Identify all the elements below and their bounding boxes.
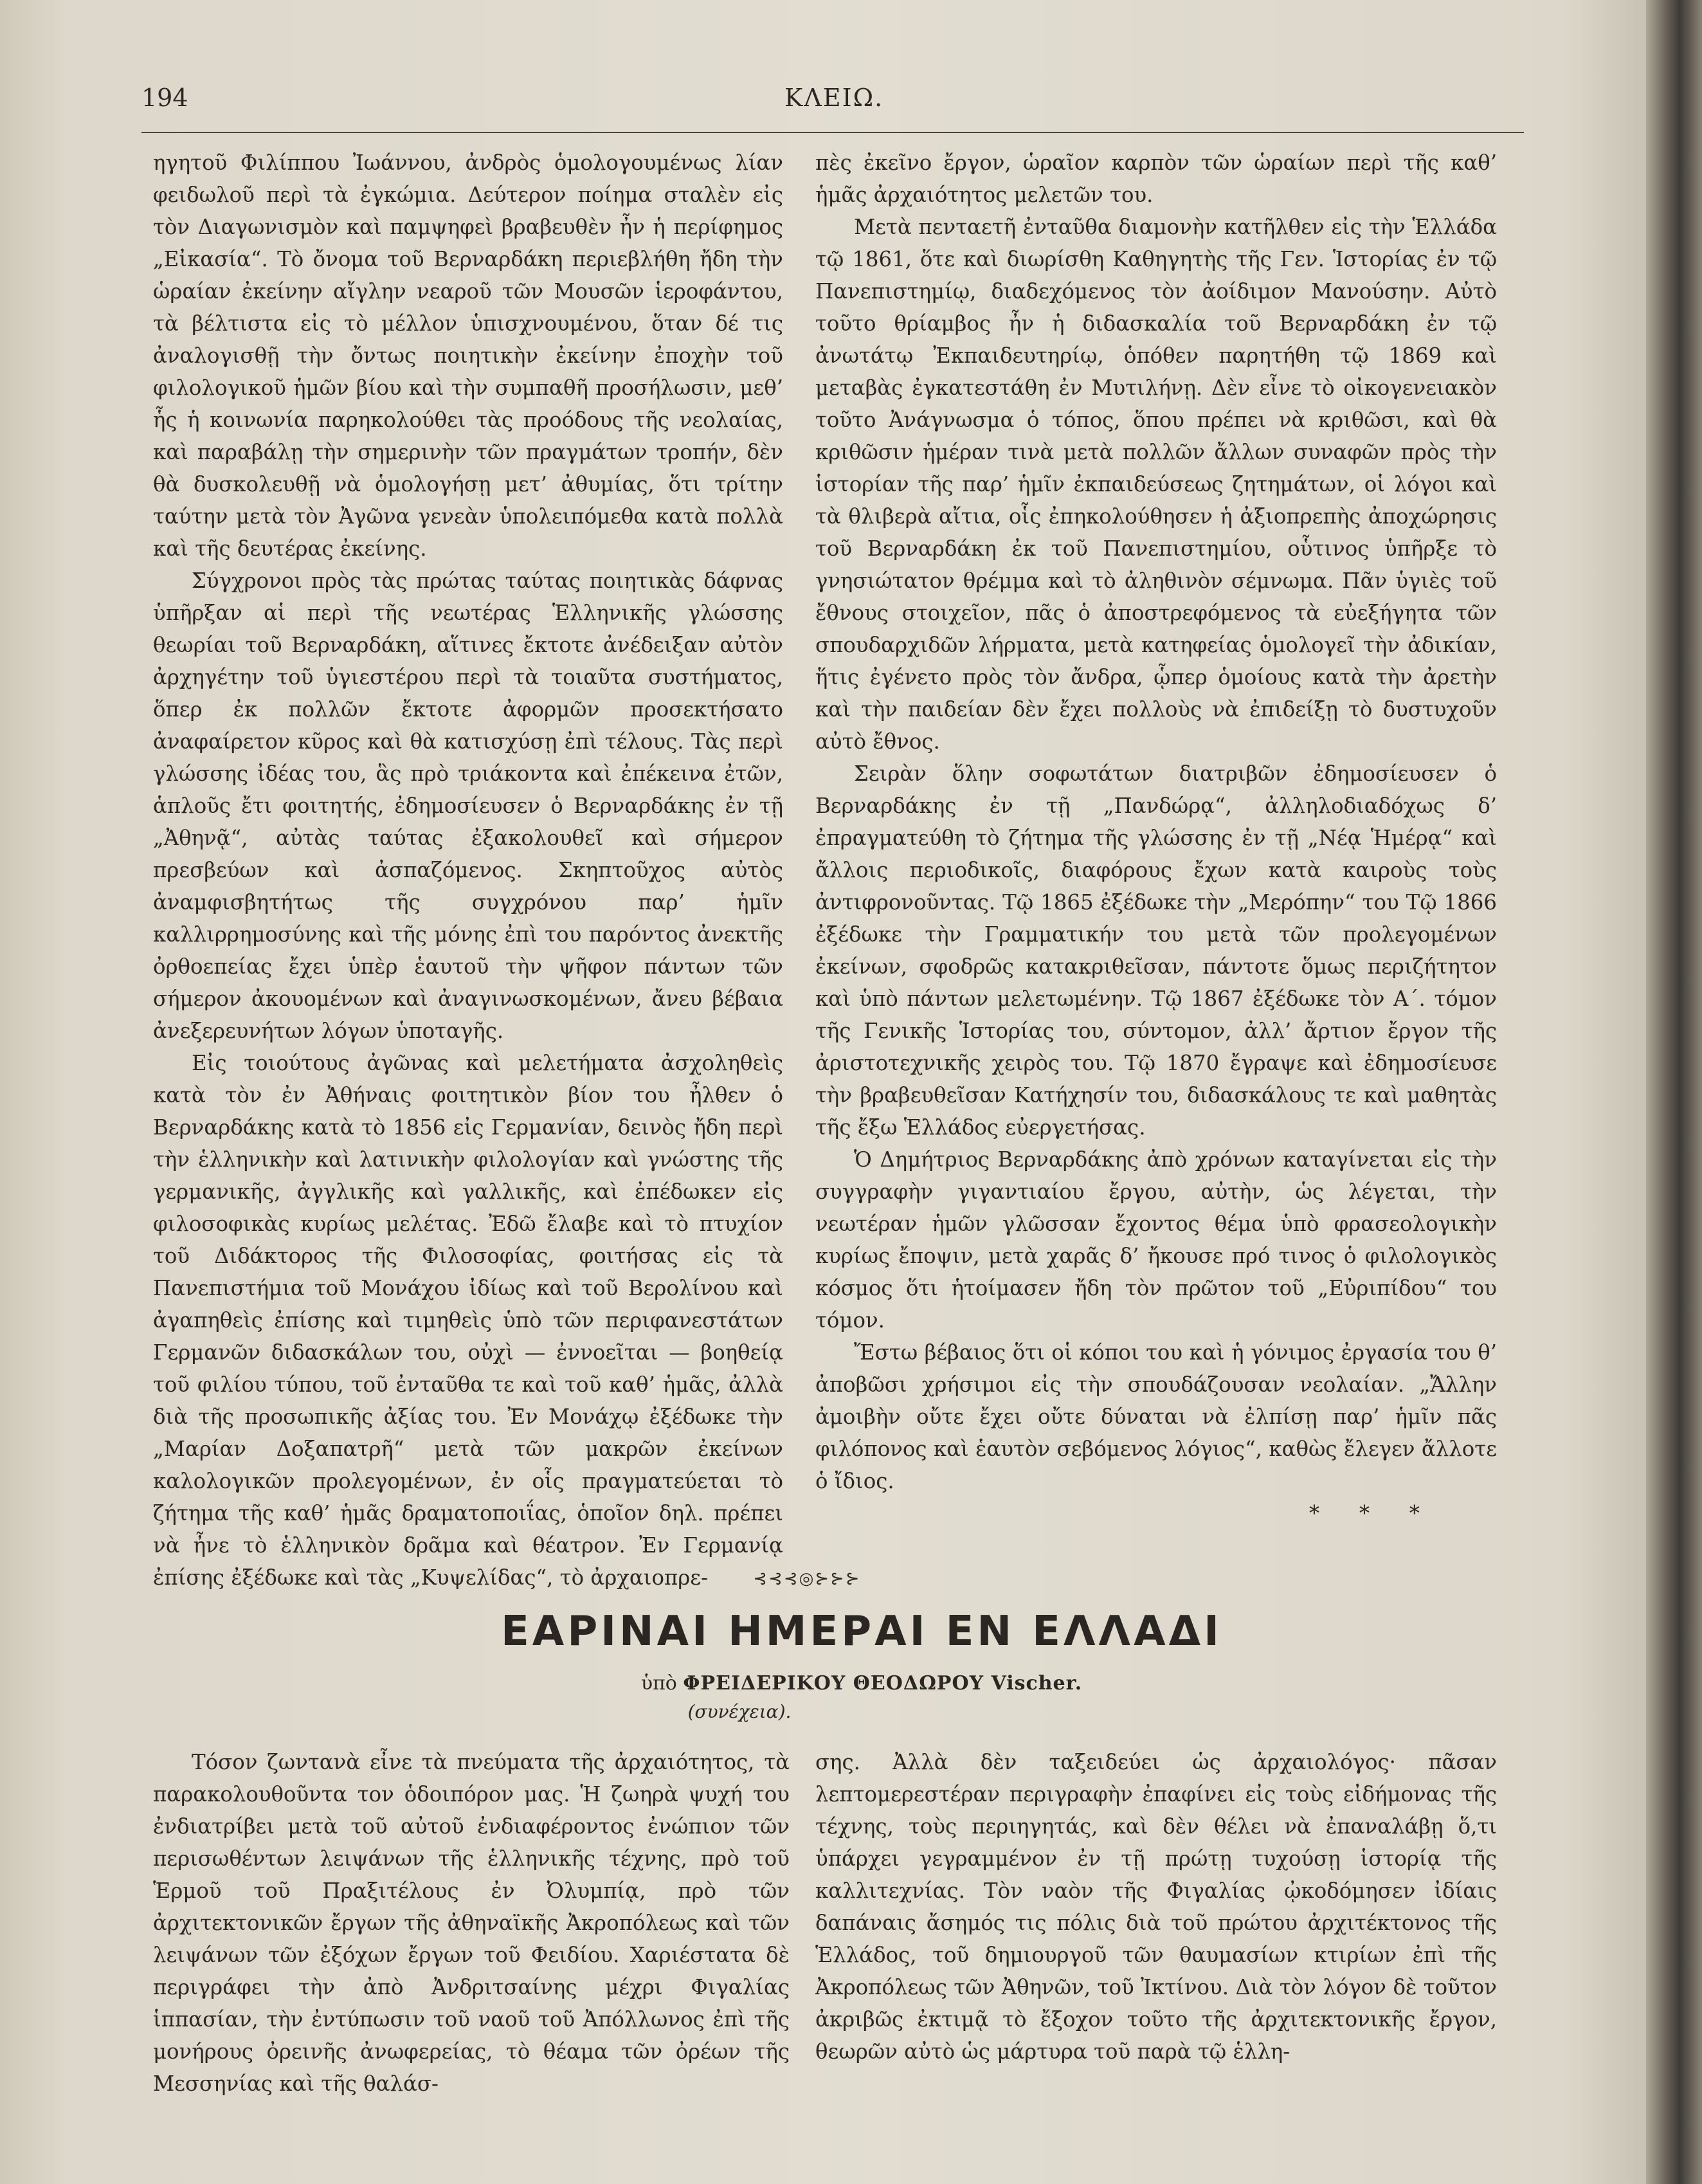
paragraph: σης. Ἀλλὰ δὲν ταξειδεύει ὡς ἀρχαιολόγος· πᾶσαν λεπτομερεστέραν περιγραφὴν ἐπαφίνει εἰς τοὺς εἰδήμονας τῆς τέχνης, τοὺς περιηγητάς, καὶ δὲν θέλει νὰ ἐπαναλάβῃ ὅ,τι ὑπάρχει γεγραμμένον ἐν τῇ πρώτῃ τυχούσῃ ἱστορίᾳ τῆς καλλιτεχνίας. Τὸν ναὸν τῆς Φιγαλίας ᾠκοδόμησεν ἰδίαις δαπάναις ἄσημός τις πόλις διὰ τοῦ πρώτου ἀρχιτέκτονος τῆς Ἑλλάδος, τοῦ δημιουργοῦ τῶν θαυμασίων κτιρίων ἐπὶ τῆς Ἀκροπόλεως τῶν Ἀθηνῶν, τοῦ Ἰκτίνου. Διὰ τὸν λόγον δὲ τοῦτον ἀκριβῶς ἐκτιμᾷ τὸ ἔξοχον τοῦτο τῆς ἀρχιτεκτονικῆς ἔργον, θεωρῶν αὐτὸ ὡς μάρτυρα τοῦ παρὰ τῷ ἑλλη- bbox=[815, 1750, 1497, 2064]
article-column-left bbox=[153, 1746, 790, 2100]
byline-prefix: ὑπὸ bbox=[640, 1672, 677, 1695]
article-title: ΕΑΡΙΝΑΙ ΗΜΕΡΑΙ ΕΝ ΕΛΛΑΔΙ bbox=[501, 1608, 1222, 1655]
page-header bbox=[141, 84, 1543, 129]
paragraph: πὲς ἐκεῖνο ἔργον, ὡραῖον καρπὸν τῶν ὡραίων περὶ τῆς καθ’ ἡμᾶς ἀρχαιότητος μελετῶν του. bbox=[815, 150, 1497, 207]
text-column-left bbox=[153, 147, 783, 1594]
paragraph: Ἔστω βέβαιος ὅτι οἱ κόποι του καὶ ἡ γόνιμος ἐργασία του θ’ ἀποβῶσι χρήσιμοι εἰς τὴν σπουδάζουσαν νεολαίαν. „Ἄλλην ἀμοιβὴν οὔτε ἔχει οὔτε δύναται νὰ ἐλπίσῃ παρ’ ἡμῖν πᾶς φιλόπονος καὶ ἑαυτὸν σεβόμενος λόγιος“, καθὼς ἔλεγεν ἄλλοτε ὁ ἴδιος. bbox=[815, 1340, 1497, 1493]
text-column-right bbox=[815, 147, 1497, 1529]
running-title: ΚΛΕΙΩ. bbox=[784, 84, 884, 112]
article-column-right bbox=[815, 1746, 1497, 2068]
asterism: * * * bbox=[1308, 1501, 1420, 1525]
paragraph: Σειρὰν ὅλην σοφωτάτων διατριβῶν ἐδημοσίευσεν ὁ Βερναρδάκης ἐν τῇ „Πανδώρᾳ“, ἀλληλοδιαδόχως δ’ ἐπραγματεύθη τὸ ζήτημα τῆς γλώσσης ἐν τῇ „Νέᾳ Ἡμέρᾳ“ καὶ ἄλλοις περιοδικοῖς, διαφόρους ἔχων κατὰ καιροὺς τοὺς ἀντιφρονοῦντας. Τῷ 1865 ἐξέδωκε τὴν „Μερόπην“ του Τῷ 1866 ἐξέδωκε τὴν Γραμματικήν του μετὰ τῶν προλεγομένων ἐκείνων, σφοδρῶς κατακριθεῖσαν, πάντοτε ὅμως περιζήτητον καὶ ὑπὸ πάντων μελετωμένην. Τῷ 1867 ἐξέδωκε τὸν Α΄. τόμον τῆς Γενικῆς Ἱστορίας του, σύντομον, ἀλλ’ ἄρτιον ἔργον τῆς ἀριστοτεχνικῆς χειρὸς του. Τῷ 1870 ἔγραψε καὶ ἐδημοσίευσε τὴν βραβευθεῖσαν Κατήχησίν του, διδασκάλους τε καὶ μαθητὰς τῆς ἔξω Ἑλλάδος εὐεργετήσας. bbox=[815, 761, 1497, 1140]
page-number: 194 bbox=[141, 84, 188, 112]
article-byline bbox=[534, 1672, 1190, 1695]
paragraph: Τόσον ζωντανὰ εἶνε τὰ πνεύματα τῆς ἀρχαιότητος, τὰ παρακολουθοῦντα τον ὁδοιπόρον μας. Ἡ ζωηρὰ ψυχή του ἐνδιατρίβει μετὰ τοῦ αὐτοῦ ἐνδιαφέροντος ἐνώπιον τῶν περισωθέντων λειψάνων τῆς ἑλληνικῆς τέχνης, πρὸ τοῦ Ἑρμοῦ τοῦ Πραξιτέλους ἐν Ὀλυμπίᾳ, πρὸ τῶν ἀρχιτεκτονικῶν ἔργων τῆς ἀθηναϊκῆς Ἀκροπόλεως καὶ τῶν λειψάνων τῶν ἐξόχων ἔργων τοῦ Φειδίου. Χαριέστατα δὲ περιγράφει τὴν ἀπὸ Ἀνδριτσαίνης μέχρι Φιγαλίας ἱππασίαν, τὴν ἐντύπωσιν τοῦ ναοῦ τοῦ Ἀπόλλωνος ἐπὶ τῆς μονήρους ὀρεινῆς ἀνωφερείας, τὸ θέαμα τῶν ὀρέων τῆς Μεσσηνίας καὶ τῆς θαλάσ- bbox=[153, 1750, 790, 2096]
paragraph: Μετὰ πενταετῆ ἐνταῦθα διαμονὴν κατῆλθεν εἰς τὴν Ἑλλάδα τῷ 1861, ὅτε καὶ διωρίσθη Καθηγητὴς τῆς Γεν. Ἱστορίας ἐν τῷ Πανεπιστημίῳ, διαδεχόμενος τὸν ἀοίδιμον Μανούσην. Αὐτὸ τοῦτο θρίαμβος ἦν ἡ διδασκαλία τοῦ Βερναρδάκη ἐν τῷ ἀνωτάτῳ Ἐκπαιδευτηρίῳ, ὁπόθεν παρητήθη τῷ 1869 καὶ μεταβὰς ἐγκατεστάθη ἐν Μυτιλήνῃ. Δὲν εἶνε τὸ οἰκογενειακὸν τοῦτο Ἀνάγνωσμα ὁ τόπος, ὅπου πρέπει νὰ κριθῶσι, καὶ θὰ κριθῶσιν ἡμέραν τινὰ μετὰ πολλῶν ἄλλων συναφῶν πρὸς τὴν ἱστορίαν τῆς παρ’ ἡμῖν ἐκπαιδεύσεως ζητημάτων, οἱ λόγοι καὶ τὰ θλιβερὰ αἴτια, οἷς ἐπηκολούθησεν ἡ ἀξιοπρεπὴς ἀποχώρησις τοῦ Βερναρδάκη ἐκ τοῦ Πανεπιστημίου, οὗτινος ὑπῆρξε τὸ γνησιώτατον θρέμμα καὶ τὸ ἀληθινὸν σέμνωμα. Πᾶν ὑγιὲς τοῦ ἔθνους στοιχεῖον, πᾶς ὁ ἀποστρεφόμενος τὰ εὐεξήγητα τῶν σπουδαρχιδῶν λήρματα, μετὰ κατηφείας ὁμολογεῖ τὴν ἀδικίαν, ἥτις ἐγένετο πρὸς τὸν ἄνδρα, ᾧπερ ὁμοίους κατὰ τὴν ἀρετὴν καὶ τὴν παιδείαν δὲν ἔχει πολλοὺς νὰ ἐπιδείξῃ τὸ δυστυχοῦν αὐτὸ ἔθνος. bbox=[815, 215, 1497, 754]
ornamental-divider: ⊰⊰⊰◎⊱⊱⊱ bbox=[753, 1569, 861, 1588]
paragraph: Σύγχρονοι πρὸς τὰς πρώτας ταύτας ποιητικὰς δάφνας ὑπῆρξαν αἱ περὶ τῆς νεωτέρας Ἑλληνικῆς γλώσσης θεωρίαι τοῦ Βερναρδάκη, αἵτινες ἔκτοτε ἀνέδειξαν αὐτὸν ἀρχηγέτην τοῦ ὑγιεστέρου περὶ τὰ τοιαῦτα συστήματος, ὅπερ ἐκ πολλῶν ἔκτοτε ἀφορμῶν προσεκτήσατο ἀναφαίρετον κῦρος καὶ θὰ κατισχύσῃ ἐπὶ τέλους. Τὰς περὶ γλώσσης ἰδέας του, ἃς πρὸ τριάκοντα καὶ ἐπέκεινα ἐτῶν, ἁπλοῦς ἔτι φοιτητής, ἐδημοσίευσεν ὁ Βερναρδάκης ἐν τῇ „Ἀθηνᾷ“, αὐτὰς ταύτας ἐξακολουθεῖ καὶ σήμερον πρεσβεύων καὶ ἀσπαζόμενος. Σκηπτοῦχος αὐτὸς ἀναμφισβητήτως τῆς συγχρόνου παρ’ ἡμῖν καλλιρρημοσύνης καὶ τῆς μόνης ἐπὶ του παρόντος ἀνεκτῆς ὀρθοεπείας ἔχει ὑπὲρ ἑαυτοῦ τὴν ψῆφον πάντων τῶν σήμερον ἀκουομένων καὶ ἀναγινωσκομένων, ἄνευ βέβαια ἀνεξερευνήτων λόγων ὑποταγῆς. bbox=[153, 569, 783, 1043]
book-spine-shadow bbox=[1646, 0, 1702, 2184]
paragraph: ηγητοῦ Φιλίππου Ἰωάννου, ἀνδρὸς ὁμολογουμένως λίαν φειδωλοῦ περὶ τὰ ἐγκώμια. Δεύτερον ποίημα σταλὲν εἰς τὸν Διαγωνισμὸν καὶ παμψηφεὶ βραβευθὲν ἦν ἡ περίφημος „Εἰκασία“. Τὸ ὄνομα τοῦ Βερναρδάκη περιεβλήθη ἤδη τὴν ὡραίαν ἐκείνην αἴγλην νεαροῦ τῶν Μουσῶν ἱεροφάντου, τὰ βέλτιστα εἰς τὸ μέλλον ὑπισχνουμένου, ὅταν δέ τις ἀναλογισθῇ τὴν ὄντως ποιητικὴν ἐκείνην ἐποχὴν τοῦ φιλολογικοῦ ἡμῶν βίου καὶ τὴν συμπαθῆ προσήλωσιν, μεθ’ ἧς ἡ κοινωνία παρηκολούθει τὰς προόδους τῆς νεολαίας, καὶ παραβάλῃ τὴν σημερινὴν τῶν πραγμάτων τροπήν, δὲν θὰ δυσκολευθῇ νὰ ὁμολογήσῃ μετ’ ἀθυμίας, ὅτι τρίτην ταύτην μετὰ τὸν Ἀγῶνα γενεὰν ὑπολειπόμεθα κατὰ πολλὰ καὶ τῆς δευτέρας ἐκείνης. bbox=[153, 150, 783, 561]
continued-note: (συνέχεια). bbox=[687, 1701, 792, 1722]
header-rule bbox=[141, 132, 1524, 133]
paragraph: Εἰς τοιούτους ἀγῶνας καὶ μελετήματα ἀσχοληθεὶς κατὰ τὸν ἐν Ἀθήναις φοιτητικὸν βίον του ἦλθεν ὁ Βερναρδάκης κατὰ τὸ 1856 εἰς Γερμανίαν, δεινὸς ἤδη περὶ τὴν ἑλληνικὴν καὶ λατινικὴν φιλολογίαν καὶ γνώστης τῆς γερμανικῆς, ἀγγλικῆς καὶ γαλλικῆς, καὶ ἐπέδωκεν εἰς φιλοσοφικὰς κυρίως μελέτας. Ἐδῶ ἔλαβε καὶ τὸ πτυχίον τοῦ Διδάκτορος τῆς Φιλοσοφίας, φοιτήσας εἰς τὰ Πανεπιστήμια τοῦ Μονάχου ἰδίως καὶ τοῦ Βερολίνου καὶ ἀγαπηθεὶς ἐπίσης καὶ τιμηθεὶς ὑπὸ τῶν περιφανεστάτων Γερμανῶν διδασκάλων του, οὐχὶ — ἐννοεῖται — βοηθείᾳ τοῦ φιλίου τύπου, τοῦ ἐνταῦθα τε καὶ τοῦ καθ’ ἡμᾶς, ἀλλὰ διὰ τῆς προσωπικῆς ἀξίας του. Ἐν Μονάχῳ ἐξέδωκε τὴν „Μαρίαν Δοξαπατρῆ“ μετὰ τῶν μακρῶν ἐκείνων καλολογικῶν προλεγομένων, ἐν οἷς πραγματεύεται τὸ ζήτημα τῆς καθ’ ἡμᾶς δραματοποιΐας, ὁποῖον δηλ. πρέπει νὰ ἦνε τὸ ἑλληνικὸν δρᾶμα καὶ θέατρον. Ἐν Γερμανίᾳ ἐπίσης ἐξέδωκε καὶ τὰς „Κυψελίδας“, τὸ ἀρχαιοπρε- bbox=[153, 1051, 783, 1590]
paragraph: Ὁ Δημήτριος Βερναρδάκης ἀπὸ χρόνων καταγίνεται εἰς τὴν συγγραφὴν γιγαντιαίου ἔργου, αὐτὴν, ὡς λέγεται, τὴν νεωτέραν ἡμῶν γλῶσσαν ἔχοντος θέμα ὑπὸ φρασεολογικὴν κυρίως ἔποψιν, μετὰ χαρᾶς δ’ ἤκουσε πρό τινος ὁ φιλολογικὸς κόσμος ὅτι ἡτοίμασεν ἤδη τὸν πρῶτον τοῦ „Εὐριπίδου“ του τόμον. bbox=[815, 1147, 1497, 1333]
byline-author: ΦΡΕΙΔΕΡΙΚΟΥ ΘΕΟΔΩΡΟΥ Vischer. bbox=[683, 1672, 1083, 1695]
